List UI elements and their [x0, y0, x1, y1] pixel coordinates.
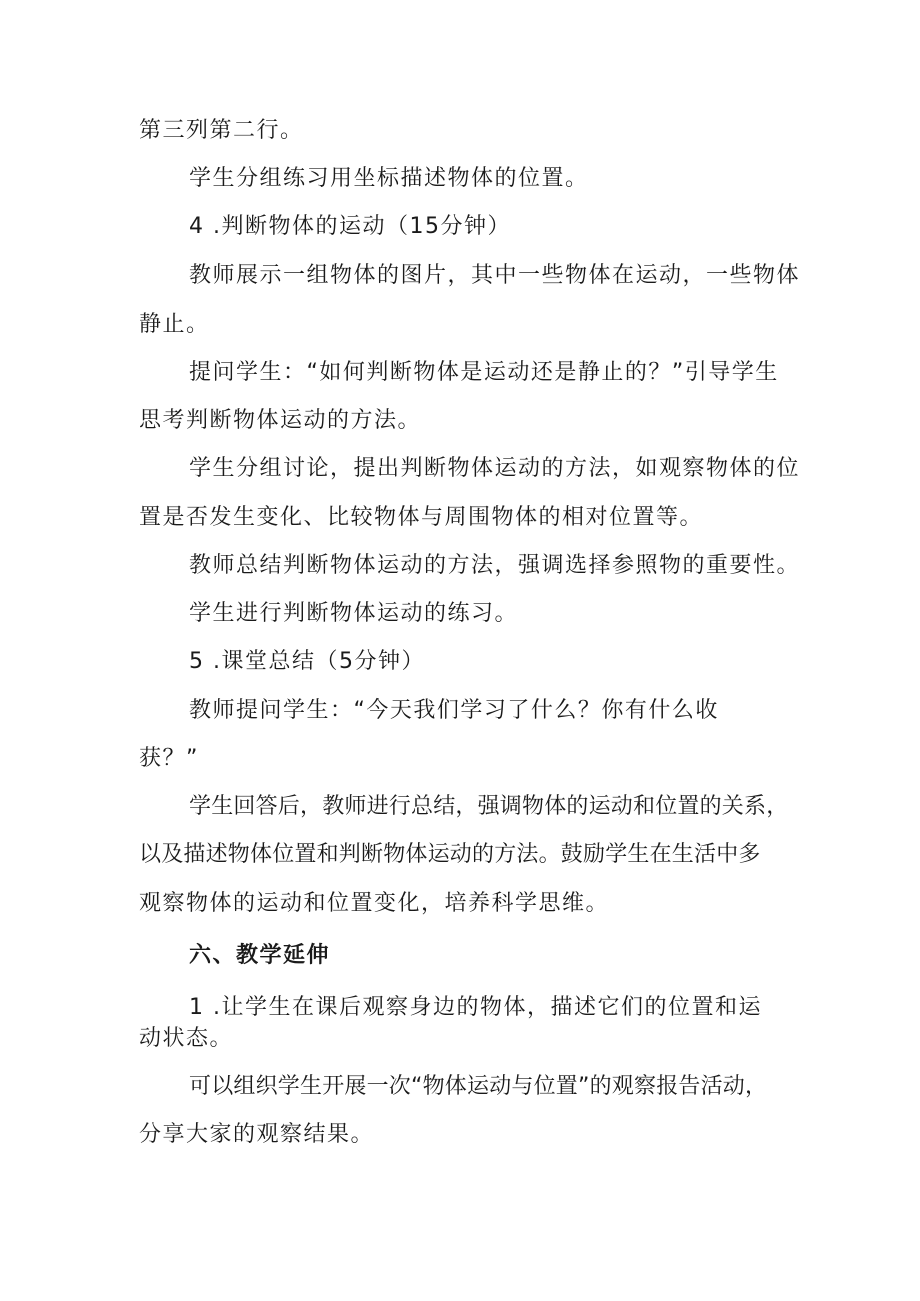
paragraph-line: 教师展示一组物体的图片，其中一些物体在运动，一些物体 — [189, 263, 801, 288]
section-heading-judge-motion: 4 .判断物体的运动（15分钟） — [189, 214, 511, 239]
paragraph-line: 置是否发生变化、比较物体与周围物体的相对位置等。 — [139, 505, 704, 530]
paragraph-line: 学生回答后，教师进行总结，强调物体的运动和位置的关系， — [189, 794, 789, 819]
section-heading-teaching-extension: 六、教学延伸 — [189, 943, 331, 968]
paragraph-line: 可以组织学生开展一次“物体运动与位置”的观察报告活动， — [189, 1074, 768, 1099]
paragraph-line: 教师总结判断物体运动的方法，强调选择参照物的重要性。 — [189, 553, 801, 578]
paragraph-line: 静止。 — [139, 312, 210, 337]
paragraph-line: 学生分组练习用坐标描述物体的位置。 — [189, 166, 589, 191]
paragraph-line: 学生分组讨论，提出判断物体运动的方法，如观察物体的位 — [189, 456, 801, 481]
paragraph-line: 分享大家的观察结果。 — [139, 1122, 375, 1147]
paragraph-line: 教师提问学生：“今天我们学习了什么？你有什么收 — [189, 698, 719, 723]
paragraph-line: 思考判断物体运动的方法。 — [139, 408, 422, 433]
paragraph-line: 以及描述物体位置和判断物体运动的方法。鼓励学生在生活中多 — [139, 842, 761, 867]
paragraph-line: 学生进行判断物体运动的练习。 — [189, 601, 519, 626]
paragraph-line: 动状态。 — [139, 1026, 234, 1051]
section-heading-class-summary: 5 .课堂总结（5分钟） — [189, 649, 425, 674]
paragraph-line: 获？” — [139, 746, 199, 771]
paragraph-line: 提问学生：“如何判断物体是运动还是静止的？”引导学生 — [189, 360, 779, 385]
paragraph-line: 观察物体的运动和位置变化，培养科学思维。 — [139, 891, 610, 916]
paragraph-line: 1 .让学生在课后观察身边的物体，描述它们的位置和运 — [189, 995, 762, 1020]
paragraph-line: 第三列第二行。 — [139, 118, 304, 143]
